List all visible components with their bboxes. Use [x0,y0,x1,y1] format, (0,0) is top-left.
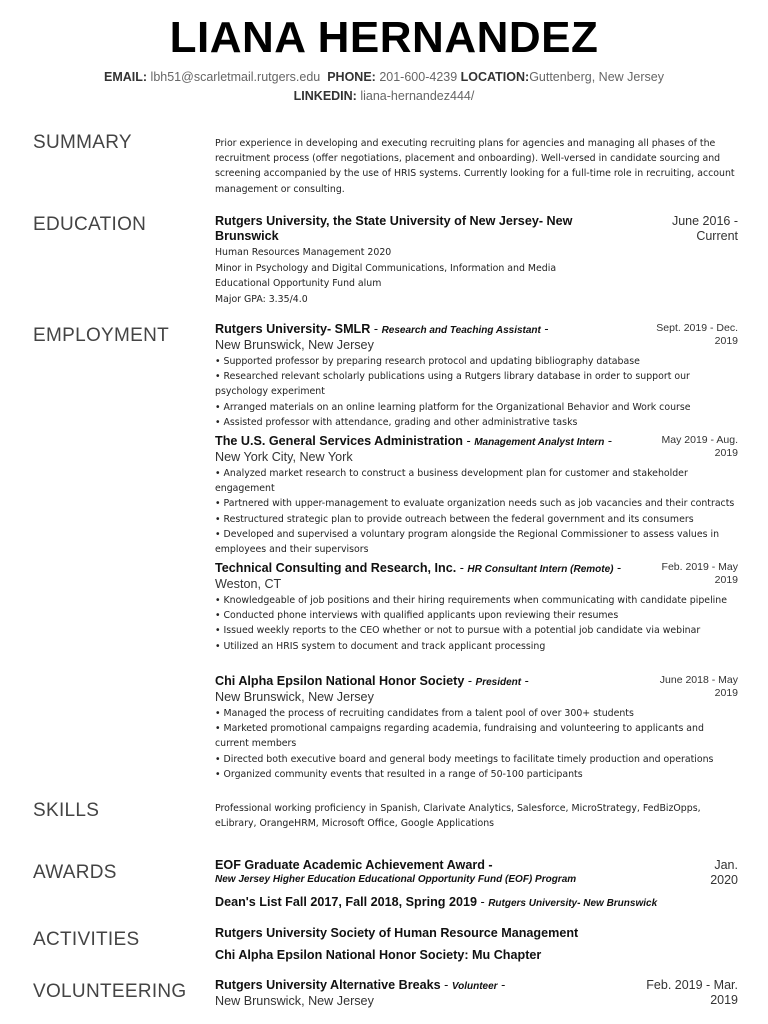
job-bullet: • Developed and supervised a voluntary program alongside the Regional Commissioner to assess values in employees and their supervisors [215,528,720,556]
awards-list [215,858,738,911]
job-org-name: Chi Alpha Epsilon National Honor Society [215,674,465,688]
volunteer-role: Volunteer [451,981,498,992]
job-bullet: • Conducted phone interviews with qualified applicants upon reviewing their resumes [215,610,619,622]
education-detail: Minor in Psychology and Digital Communications, Information and Media [215,263,557,275]
section-title-summary: SUMMARY [33,132,132,153]
contact-line [0,68,768,87]
job-bullets [215,466,737,557]
education-school: Rutgers University, the State University of New Jersey- New Brunswick [215,214,573,243]
job-org: The U.S. General Services Administration - Management Analyst Intern - [215,434,613,448]
job-entry [215,434,738,557]
resume-header [0,0,768,106]
job-bullet: • Utilized an HRIS system to document and track applicant processing [215,640,546,652]
activities-list [215,926,738,963]
job-bullet: • Assisted professor with attendance, grading and other administrative tasks [215,416,578,428]
job-bullet: • Supported professor by preparing research protocol and updating bibliography database [215,356,640,367]
section-title-activities: ACTIVITIES [33,929,140,950]
volunteer-org-name: Rutgers University Alternative Breaks [215,978,441,992]
job-entry [215,322,738,430]
job-bullets [215,706,715,782]
job-bullet: • Directed both executive board and general body meetings to facilitate timely production and operations [215,753,714,765]
award-entry [215,858,738,886]
job-bullet: • Marketed promotional campaigns regarding academia, fundraising and volunteering to applicants and current members [215,723,704,750]
education-detail: Educational Opportunity Fund alum [215,278,382,290]
activity-item: Rutgers University Society of Human Resource Management [215,926,579,940]
job-date: Sept. 2019 - Dec. 2019 [656,322,738,347]
volunteer-date: Feb. 2019 - Mar. 2019 [646,978,738,1007]
job-bullet: • Issued weekly reports to the CEO whether or not to pursue with a potential job candidate via webinar [215,625,701,637]
education-date: June 2016 - Current [671,214,738,243]
job-bullet: • Analyzed market research to construct a business development plan for customer and stakeholder engagement [215,468,688,495]
job-bullet: • Arranged materials on an online learning platform for the Organizational Behavior and Work course [215,401,691,413]
location-value: Guttenberg, New Jersey [529,70,664,84]
education-detail: Major GPA: 3.35/4.0 [215,293,308,305]
summary-text: Prior experience in developing and executing recruiting plans for agencies and managing all phases of the recruitment process (offer negotiations, placement and onboarding). Well-versed in candidate sourcing and screening accompanied by the use of HRIS systems. Currently looking for a full-time role in recruiting, account management or consulting. [215,138,735,195]
job-role: Research and Teaching Assistant [381,325,541,336]
section-title-employment: EMPLOYMENT [33,325,170,346]
job-bullet: • Partnered with upper-management to evaluate organization needs such as job vacancies and their contracts [215,498,735,510]
job-entry [215,674,738,782]
job-bullet: • Organized community events that resulted in a range of 50-100 participants [215,768,583,780]
volunteer-location: New Brunswick, New Jersey [215,994,374,1008]
section-title-skills: SKILLS [33,800,100,821]
job-bullet: • Restructured strategic plan to provide outreach between the federal government and its consumers [215,513,694,525]
award-org: Rutgers University- New Brunswick [488,898,658,909]
job-date: Feb. 2019 - May 2019 [661,561,738,586]
job-role: Management Analyst Intern [474,437,605,448]
job-entry [215,561,738,654]
award-org: New Jersey Higher Education Educational Opportunity Fund (EOF) Program [215,874,577,885]
award-name: EOF Graduate Academic Achievement Award - [215,858,493,872]
linkedin-line [0,87,768,106]
job-bullet: • Researched relevant scholarly publications using a Rutgers library database in order to support our psychology experiment [215,371,690,398]
email-value[interactable]: lbh51@scarletmail.rutgers.edu [150,70,321,84]
award-entry: Dean's List Fall 2017, Fall 2018, Spring 2019 - Rutgers University- New Brunswick [215,895,658,909]
section-title-awards: AWARDS [33,862,117,883]
job-role: President [475,677,522,688]
skills-text: Professional working proficiency in Spanish, Clarivate Analytics, Salesforce, MicroStrategy, FedBizOpps, eLibrary, OrangeHRM, Microsoft Office, Google Applications [215,803,701,830]
location-label: LOCATION: [460,70,530,84]
education-detail: Human Resources Management 2020 [215,247,392,258]
award-date: Jan. 2020 [710,858,738,887]
job-org-name: Rutgers University- SMLR [215,322,371,336]
volunteer-org: Rutgers University Alternative Breaks - Volunteer - [215,978,506,992]
award-name: Dean's List Fall 2017, Fall 2018, Spring 2019 [215,895,477,909]
linkedin-value[interactable]: liana-hernandez444/ [360,89,475,103]
phone-label: PHONE: [327,70,376,84]
section-title-education: EDUCATION [33,214,147,235]
linkedin-label: LINKEDIN: [293,89,357,103]
phone-value: 201-600-4239 [379,70,458,84]
section-title-volunteering: VOLUNTEERING [33,981,187,1002]
job-org: Technical Consulting and Research, Inc. - HR Consultant Intern (Remote) - [215,561,622,575]
volunteer-entry [215,978,738,1008]
job-bullet: • Knowledgeable of job positions and their hiring requirements when communicating with candidate pipeline [215,595,727,606]
job-date: June 2018 - May 2019 [659,674,738,699]
job-bullets [215,593,738,654]
job-location: New Brunswick, New Jersey [215,338,374,352]
job-org-name: Technical Consulting and Research, Inc. [215,561,457,575]
job-role: HR Consultant Intern (Remote) [467,564,614,575]
job-location: Weston, CT [215,577,282,591]
job-org: Chi Alpha Epsilon National Honor Society - President - [215,674,529,688]
candidate-name: LIANA HERNANDEZ [169,13,599,62]
job-org: Rutgers University- SMLR - Research and Teaching Assistant - [215,322,549,336]
education-entry [215,214,738,307]
job-location: New Brunswick, New Jersey [215,690,374,704]
email-label: EMAIL: [104,70,148,84]
job-org-name: The U.S. General Services Administration [215,434,463,448]
job-location: New York City, New York [215,450,353,464]
job-bullets [215,354,735,430]
activity-item: Chi Alpha Epsilon National Honor Society: Mu Chapter [215,948,542,962]
job-bullet: • Managed the process of recruiting candidates from a talent pool of over 300+ students [215,708,634,719]
job-date: May 2019 - Aug. 2019 [661,434,738,459]
